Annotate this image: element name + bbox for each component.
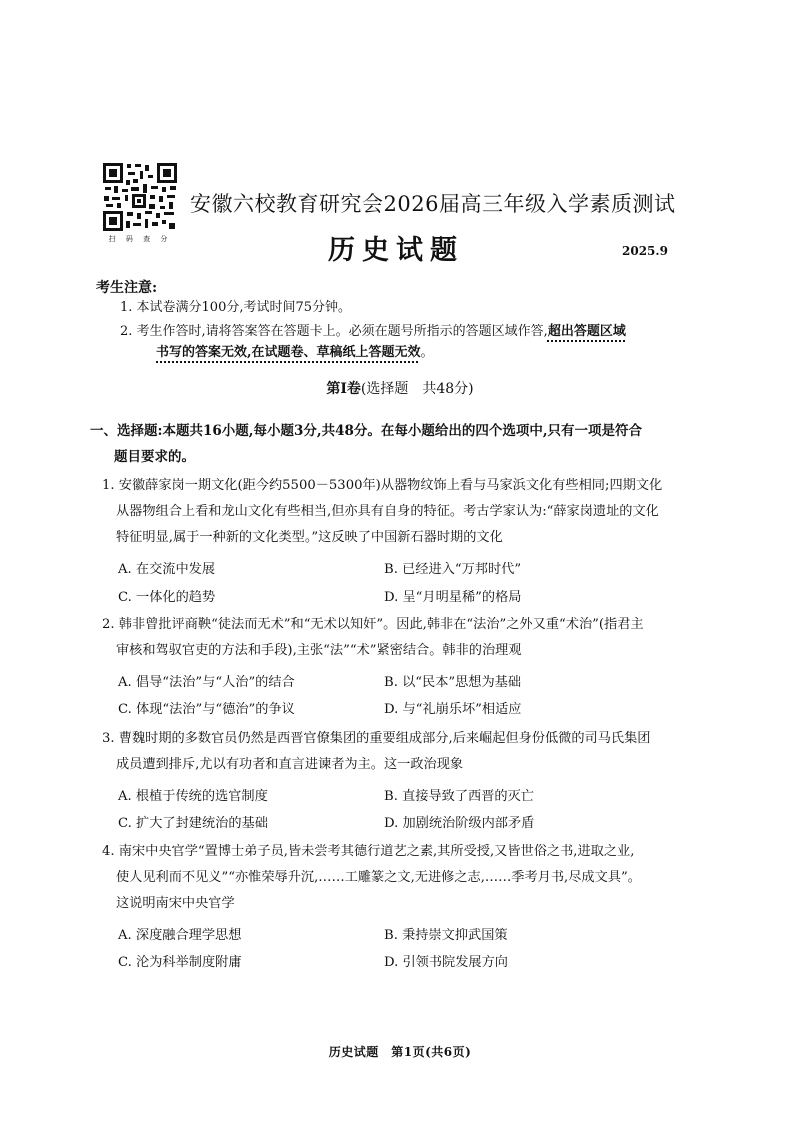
- section-title-bold: 第Ⅰ卷: [326, 381, 361, 397]
- subject-title: 历史试题: [328, 235, 464, 266]
- question-3-line-2: 成员遭到排斥,尤以有功者和直言进谏者为主。这一政治现象: [116, 757, 464, 772]
- part-heading-line-1: 一、选择题:本题共16小题,每小题3分,共48分。在每小题给出的四个选项中,只有一项是符合: [90, 423, 643, 439]
- question-2-line-2: 审核和驾驭官吏的方法和手段),主张“法”“术”紧密结合。韩非的治理观: [116, 643, 522, 658]
- notice-heading: 考生注意:: [96, 280, 158, 296]
- page-footer: [0, 1043, 800, 1060]
- question-2-option-a: A. 倡导“法治”与“人治”的结合: [118, 675, 295, 690]
- question-1-option-d: D. 呈“月明星稀”的格局: [384, 590, 522, 605]
- part-heading-line-2: 题目要求的。: [114, 449, 195, 465]
- question-1-line-2: 从器物组合上看和龙山文化有些相当,但亦具有自身的特征。考古学家认为:“薛家岗遗址的文化: [116, 504, 659, 519]
- question-4-line-1: 4. 南宋中央官学“置博士弟子员,皆未尝考其德行道艺之素,其所受授,又皆世俗之书,进取之业,: [102, 844, 635, 859]
- question-3-option-c: C. 扩大了封建统治的基础: [118, 816, 268, 831]
- question-1-line-1: 1. 安徽薛家岗一期文化(距今约5500－5300年)从器物纹饰上看与马家浜文化有些相同;四期文化: [102, 478, 663, 493]
- question-4-option-a: A. 深度融合理学思想: [118, 928, 242, 943]
- exam-title: 安徽六校教育研究会2026届高三年级入学素质测试: [190, 192, 676, 216]
- notice-emphasis-2: 书写的答案无效,在试题卷、草稿纸上答题无效: [156, 345, 421, 360]
- notice-item-2-line-1: [120, 322, 626, 342]
- notice-item-2-end: 。: [420, 345, 434, 360]
- notice-item-2-text: 2. 考生作答时,请将答案答在答题卡上。必须在题号所指示的答题区域作答,: [120, 324, 548, 339]
- page-footer-text: 历史试题 第1页(共6页): [328, 1045, 472, 1059]
- question-3-option-d: D. 加剧统治阶级内部矛盾: [384, 816, 535, 831]
- qr-caption: 扫 码 查 分: [108, 235, 172, 243]
- question-3-option-a: A. 根植于传统的选官制度: [118, 789, 268, 804]
- question-2-option-b: B. 以“民本”思想为基础: [384, 675, 522, 690]
- question-1-option-c: C. 一体化的趋势: [118, 590, 216, 605]
- section-title: [0, 378, 800, 398]
- question-3-line-1: 3. 曹魏时期的多数官员仍然是西晋官僚集团的重要组成部分,后来崛起但身份低微的司马氏集团: [102, 731, 651, 746]
- question-3-option-b: B. 直接导致了西晋的灭亡: [384, 789, 534, 804]
- section-title-normal: (选择题 共48分): [360, 381, 474, 397]
- question-1-line-3: 特征明显,属于一种新的文化类型。”这反映了中国新石器时期的文化: [116, 530, 503, 545]
- qr-code-icon: [102, 162, 178, 232]
- part-heading: [90, 418, 700, 470]
- notice-item-2-line-2: [156, 343, 434, 363]
- question-4-option-d: D. 引领书院发展方向: [384, 955, 508, 970]
- question-4-line-2: 使人见利而不见义”“亦惟荣辱升沉,……工雕篆之文,无进修之志,……季考月书,尽成文具”。: [116, 870, 641, 885]
- question-2-option-c: C. 体现“法治”与“德治”的争议: [118, 702, 295, 717]
- question-4-option-b: B. 秉持崇文抑武国策: [384, 928, 508, 943]
- question-1-option-b: B. 已经进入“万邦时代”: [384, 562, 522, 577]
- question-4-option-c: C. 沦为科举制度附庸: [118, 955, 242, 970]
- notice-item-1: 1. 本试卷满分100分,考试时间75分钟。: [120, 300, 352, 315]
- notice-emphasis-1: 超出答题区域: [547, 324, 626, 339]
- question-2-option-d: D. 与“礼崩乐坏”相适应: [384, 702, 522, 717]
- question-2-line-1: 2. 韩非曾批评商鞅“徒法而无术”和“无术以知奸”。因此,韩非在“法治”之外又重“术治”(指君主: [102, 617, 644, 632]
- question-1-option-a: A. 在交流中发展: [118, 562, 216, 577]
- exam-date: 2025.9: [622, 244, 668, 258]
- question-4-line-3: 这说明南宋中央官学: [116, 896, 235, 911]
